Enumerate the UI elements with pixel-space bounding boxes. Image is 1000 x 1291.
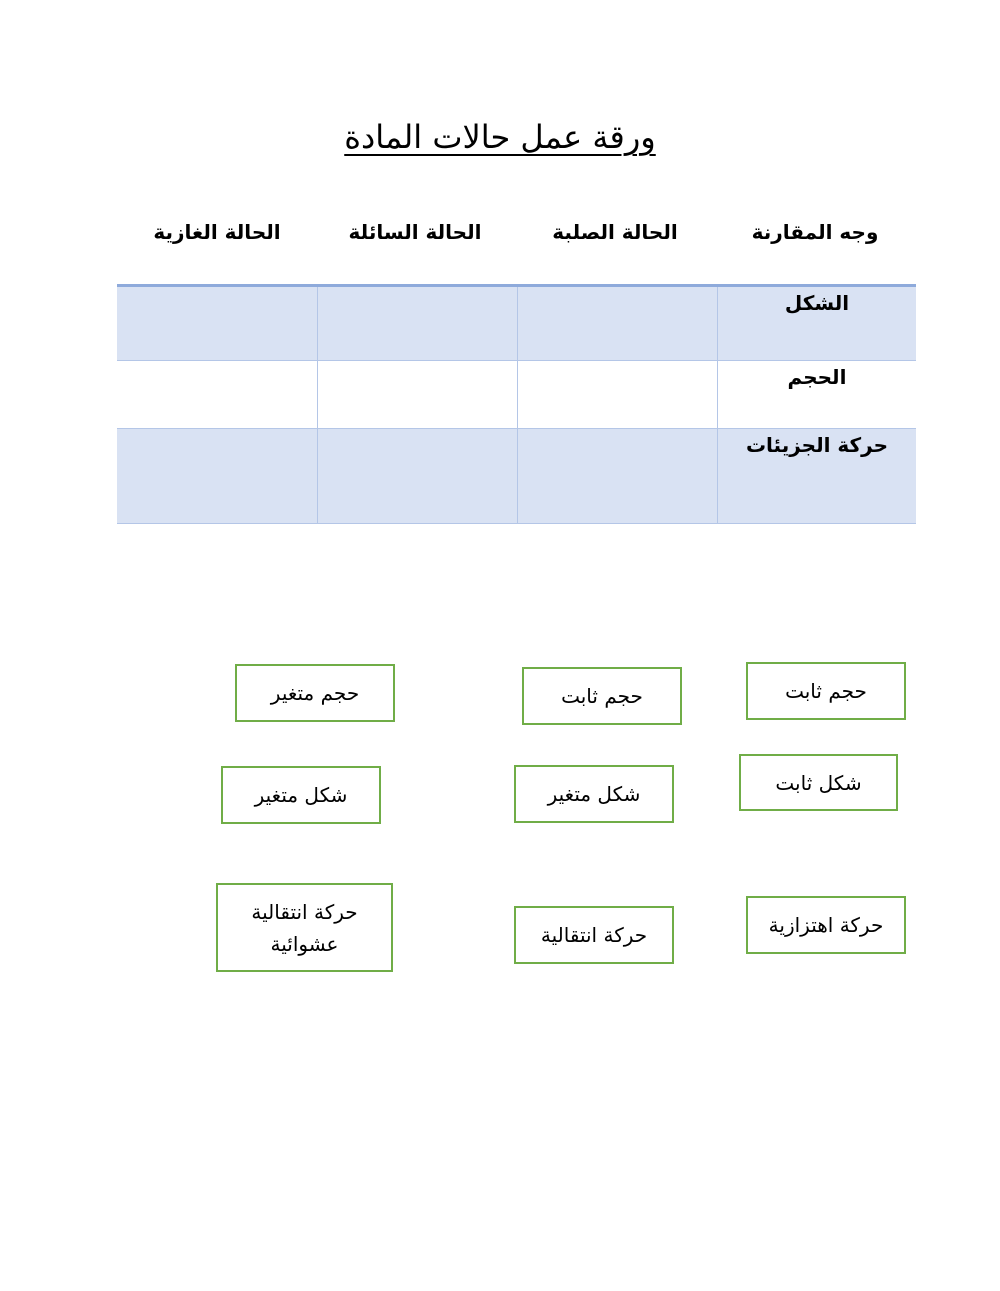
cell-gas-volume[interactable] [117, 361, 317, 429]
cell-gas-shape[interactable] [117, 287, 317, 361]
card-fixed-volume[interactable]: حجم ثابت [522, 667, 682, 725]
header-gas: الحالة الغازية [153, 220, 281, 244]
cell-gas-motion[interactable] [117, 429, 317, 524]
card-variable-shape[interactable]: شكل متغير [514, 765, 674, 823]
card-fixed-volume[interactable]: حجم ثابت [746, 662, 906, 720]
card-line-1: حركة انتقالية [251, 899, 358, 924]
cell-liquid-volume[interactable] [317, 361, 517, 429]
row-label-volume: الحجم [717, 361, 916, 429]
cell-liquid-motion[interactable] [317, 429, 517, 524]
card-variable-shape[interactable]: شكل متغير [221, 766, 381, 824]
cell-solid-volume[interactable] [517, 361, 717, 429]
cell-solid-motion[interactable] [517, 429, 717, 524]
comparison-table [117, 284, 916, 524]
card-fixed-shape[interactable]: شكل ثابت [739, 754, 898, 811]
cell-liquid-shape[interactable] [317, 287, 517, 361]
card-translational-motion[interactable]: حركة انتقالية [514, 906, 674, 964]
card-line-2: عشوائية [270, 931, 339, 956]
card-random-translational-motion[interactable] [216, 883, 393, 972]
page-title: ورقة عمل حالات المادة [344, 118, 656, 156]
table-row-motion [117, 429, 916, 524]
table-row-volume [117, 361, 916, 429]
table-row-shape [117, 287, 916, 361]
card-vibrational-motion[interactable]: حركة اهتزازية [746, 896, 906, 954]
row-label-shape: الشكل [717, 287, 916, 361]
header-comparison: وجه المقارنة [751, 220, 879, 244]
row-label-motion: حركة الجزيئات [717, 429, 916, 524]
card-variable-volume[interactable]: حجم متغير [235, 664, 395, 722]
cell-solid-shape[interactable] [517, 287, 717, 361]
header-liquid: الحالة السائلة [348, 220, 482, 244]
header-solid: الحالة الصلبة [552, 220, 678, 244]
